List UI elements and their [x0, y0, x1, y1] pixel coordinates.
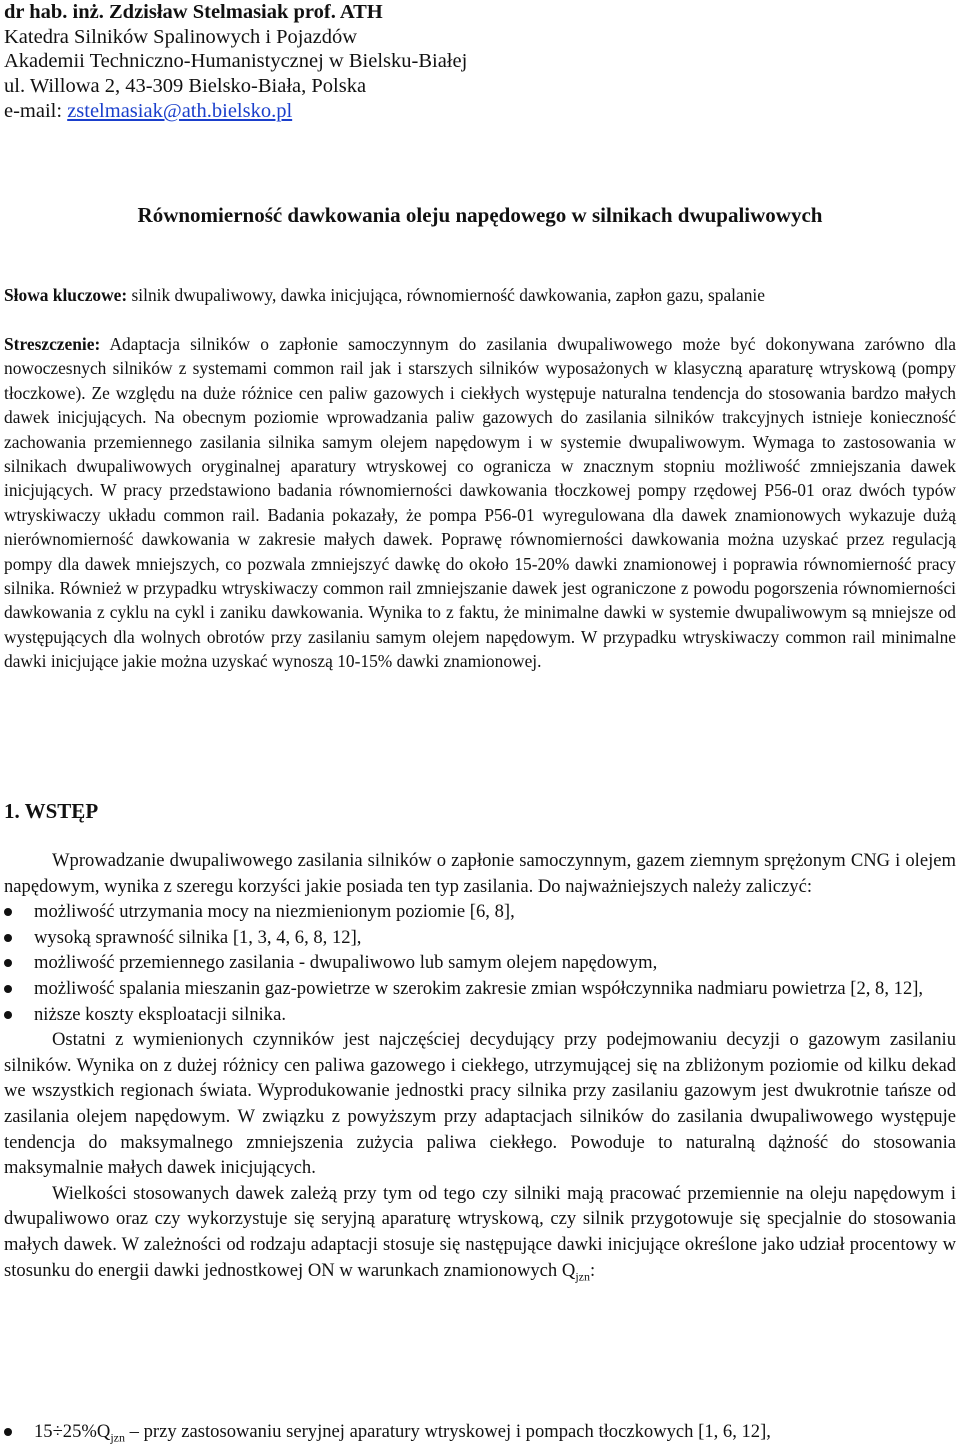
abstract-label: Streszczenie: [4, 334, 101, 354]
dose-description: – przy zastosowaniu seryjnej aparatury wtryskowej i pompach tłoczkowych [1, 6, 12], [124, 1421, 771, 1442]
intro-paragraph-2: Ostatni z wymienionych czynników jest najczęściej decydujący przy podejmowaniu decyzji o gazowym zasilaniu silników. Wynika on z dużej różnicy cen paliwa gazowego i ciekłego, utrzymującej się na zbliżonym poziomie od kilku dekad we wszystkich regionach świata. Wyprodukowanie jednostki pracy silnika przy zasilaniu gazowym jest dwukrotnie tańsze od zasilania olejem napędowym. W związku z powyższym przy adaptacjach silników do zasilania dwupaliwowego występuje tendencja do maksymalnego zmniejszenia zużycia paliwa ciekłego. Powoduje to naturalną dążność do stosowania maksymalnie małych dawek inicjujących. [4, 1029, 956, 1179]
intro-body [4, 848, 956, 1290]
bullet-icon [4, 959, 12, 967]
list-item-text: wysoką sprawność silnika [1, 3, 4, 6, 8, 12], [34, 926, 362, 948]
paragraph-3-end: : [589, 1259, 596, 1281]
list-item-text: możliwość przemiennego zasilania - dwupaliwowo lub samym olejem napędowym, [34, 952, 658, 974]
list-item-text: możliwość utrzymania mocy na niezmienionym poziomie [6, 8], [34, 901, 515, 923]
list-item-text: możliwość spalania mieszanin gaz-powietrze w szerokim zakresie zmian współczynnika nadmiaru powietrza [2, 8, 12], [34, 977, 924, 999]
bullet-icon [4, 934, 12, 942]
email-link[interactable]: zstelmasiak@ath.bielsko.pl [67, 99, 293, 122]
bullet-icon [4, 985, 12, 993]
keywords-label: Słowa kluczowe: [4, 285, 128, 305]
list-item [4, 1419, 956, 1451]
intro-paragraph-1: Wprowadzanie dwupaliwowego zasilania silników o zapłonie samoczynnym, gazem ziemnym sprężonym CNG i olejem napędowym, wynika z szeregu korzyści jakie posiada ten typ zasilania. Do najważniejszych należy zaliczyć: [4, 850, 956, 897]
abstract-text: Adaptacja silników o zapłonie samoczynnym do zasilania dwupaliwowego może być dokonywana zarówno dla nowoczesnych silników z systemami common rail jak i starszych silników wyposażonych w klasyczną aparaturę wtryskową (pompy tłoczkowe). Ze względu na duże różnice cen paliw gazowych i ciekłych występuje naturalna tendencja do stosowania bardzo małych dawek inicjujących. Na obecnym poziomie wprowadzania paliw gazowych do zasilania silników trakcyjnych istnieje konieczność zachowania przemiennego zasilania silnika samym olejem napędowym i w systemie dwupaliwowym. Wymaga to zastosowania w silnikach dwupaliwowych oryginalnej aparatury wtryskowej co ogranicza w znacznym stopniu możliwość zmniejszania dawek inicjujących. W pracy przedstawiono badania równomierności dawkowania tłoczkowej pompy rzędowej P56-01 oraz dwóch typów wtryskiwaczy układu common rail. Badania pokazały, że pompa P56-01 wyregulowana dla dawek znamionowych wykazuje dużą nierównomierność dawkowania w zakresie małych dawek. Poprawę równomierności dawkowania można uzyskać przez regulacją pompy dla dawek mniejszych, co pozwala zmniejszyć dawkę do około 15-20% dawki znamionowej i poprawia równomierność pracy silnika. Również w przypadku wtryskiwaczy common rail zmniejszanie dawek jest ograniczone z powodu pogorszenia równomierności dawkowania z cyklu na cykl i zaniku dawkowania. Wynika to z faktu, że minimalne dawki w systemie dwupaliwowym są mniejsze od występujących dla wolnych obrotów przy zasilaniu samym olejem napędowym. W przypadku wtryskiwaczy common rail minimalne dawki inicjujące jakie można uzyskać wynoszą 10-15% dawki znamionowej. [4, 334, 956, 672]
section-heading: 1. WSTĘP [4, 799, 99, 823]
list-item-text: niższe koszty eksploatacji silnika. [34, 1003, 286, 1025]
advantages-list [4, 899, 956, 1027]
department: Katedra Silników Spalinowych i Pojazdów [4, 25, 358, 48]
bullet-icon [4, 1011, 12, 1019]
list-item [4, 976, 956, 1002]
email-label: e-mail: [4, 99, 68, 122]
bullet-icon [4, 908, 12, 916]
keywords [4, 283, 956, 307]
list-item [4, 950, 956, 976]
paper-title: Równomierność dawkowania oleju napędowego w silnikach dwupaliwowych [137, 203, 823, 227]
email-line [4, 99, 467, 124]
author-name: dr hab. inż. Zdzisław Stelmasiak prof. ATH [4, 1, 383, 23]
list-item [4, 925, 956, 951]
intro-paragraph-3 [4, 1181, 956, 1290]
subscript-jzn: jzn [575, 1269, 590, 1284]
abstract [4, 332, 956, 674]
address: ul. Willowa 2, 43-309 Bielsko-Biała, Polska [4, 75, 367, 98]
keywords-text: silnik dwupaliwowy, dawka inicjująca, równomierność dawkowania, zapłon gazu, spalanie [127, 285, 765, 305]
subscript-jzn: jzn [110, 1430, 125, 1445]
list-item [4, 899, 956, 925]
list-item-text [4, 1419, 956, 1451]
bullet-icon [4, 1428, 12, 1436]
paragraph-3-text: Wielkości stosowanych dawek zależą przy tym od tego czy silniki mają pracować przemiennie na oleju napędowym i dwupaliwowo oraz czy wykorzystuje się seryjną aparaturę wtryskową, czy silnik przygotowuje się specjalnie do stosowania małych dawek. W zależności od rodzaju adaptacji stosuje się następujące dawki inicjujące określone jako udział procentowy w stosunku do energii dawki jednostkowej ON w warunkach znamionowych Q [4, 1182, 956, 1281]
author-header [4, 0, 467, 124]
list-item [4, 1002, 956, 1028]
dose-range: 15÷25%Q [34, 1421, 111, 1442]
academy: Akademii Techniczno-Humanistycznej w Bielsku-Białej [4, 50, 468, 73]
